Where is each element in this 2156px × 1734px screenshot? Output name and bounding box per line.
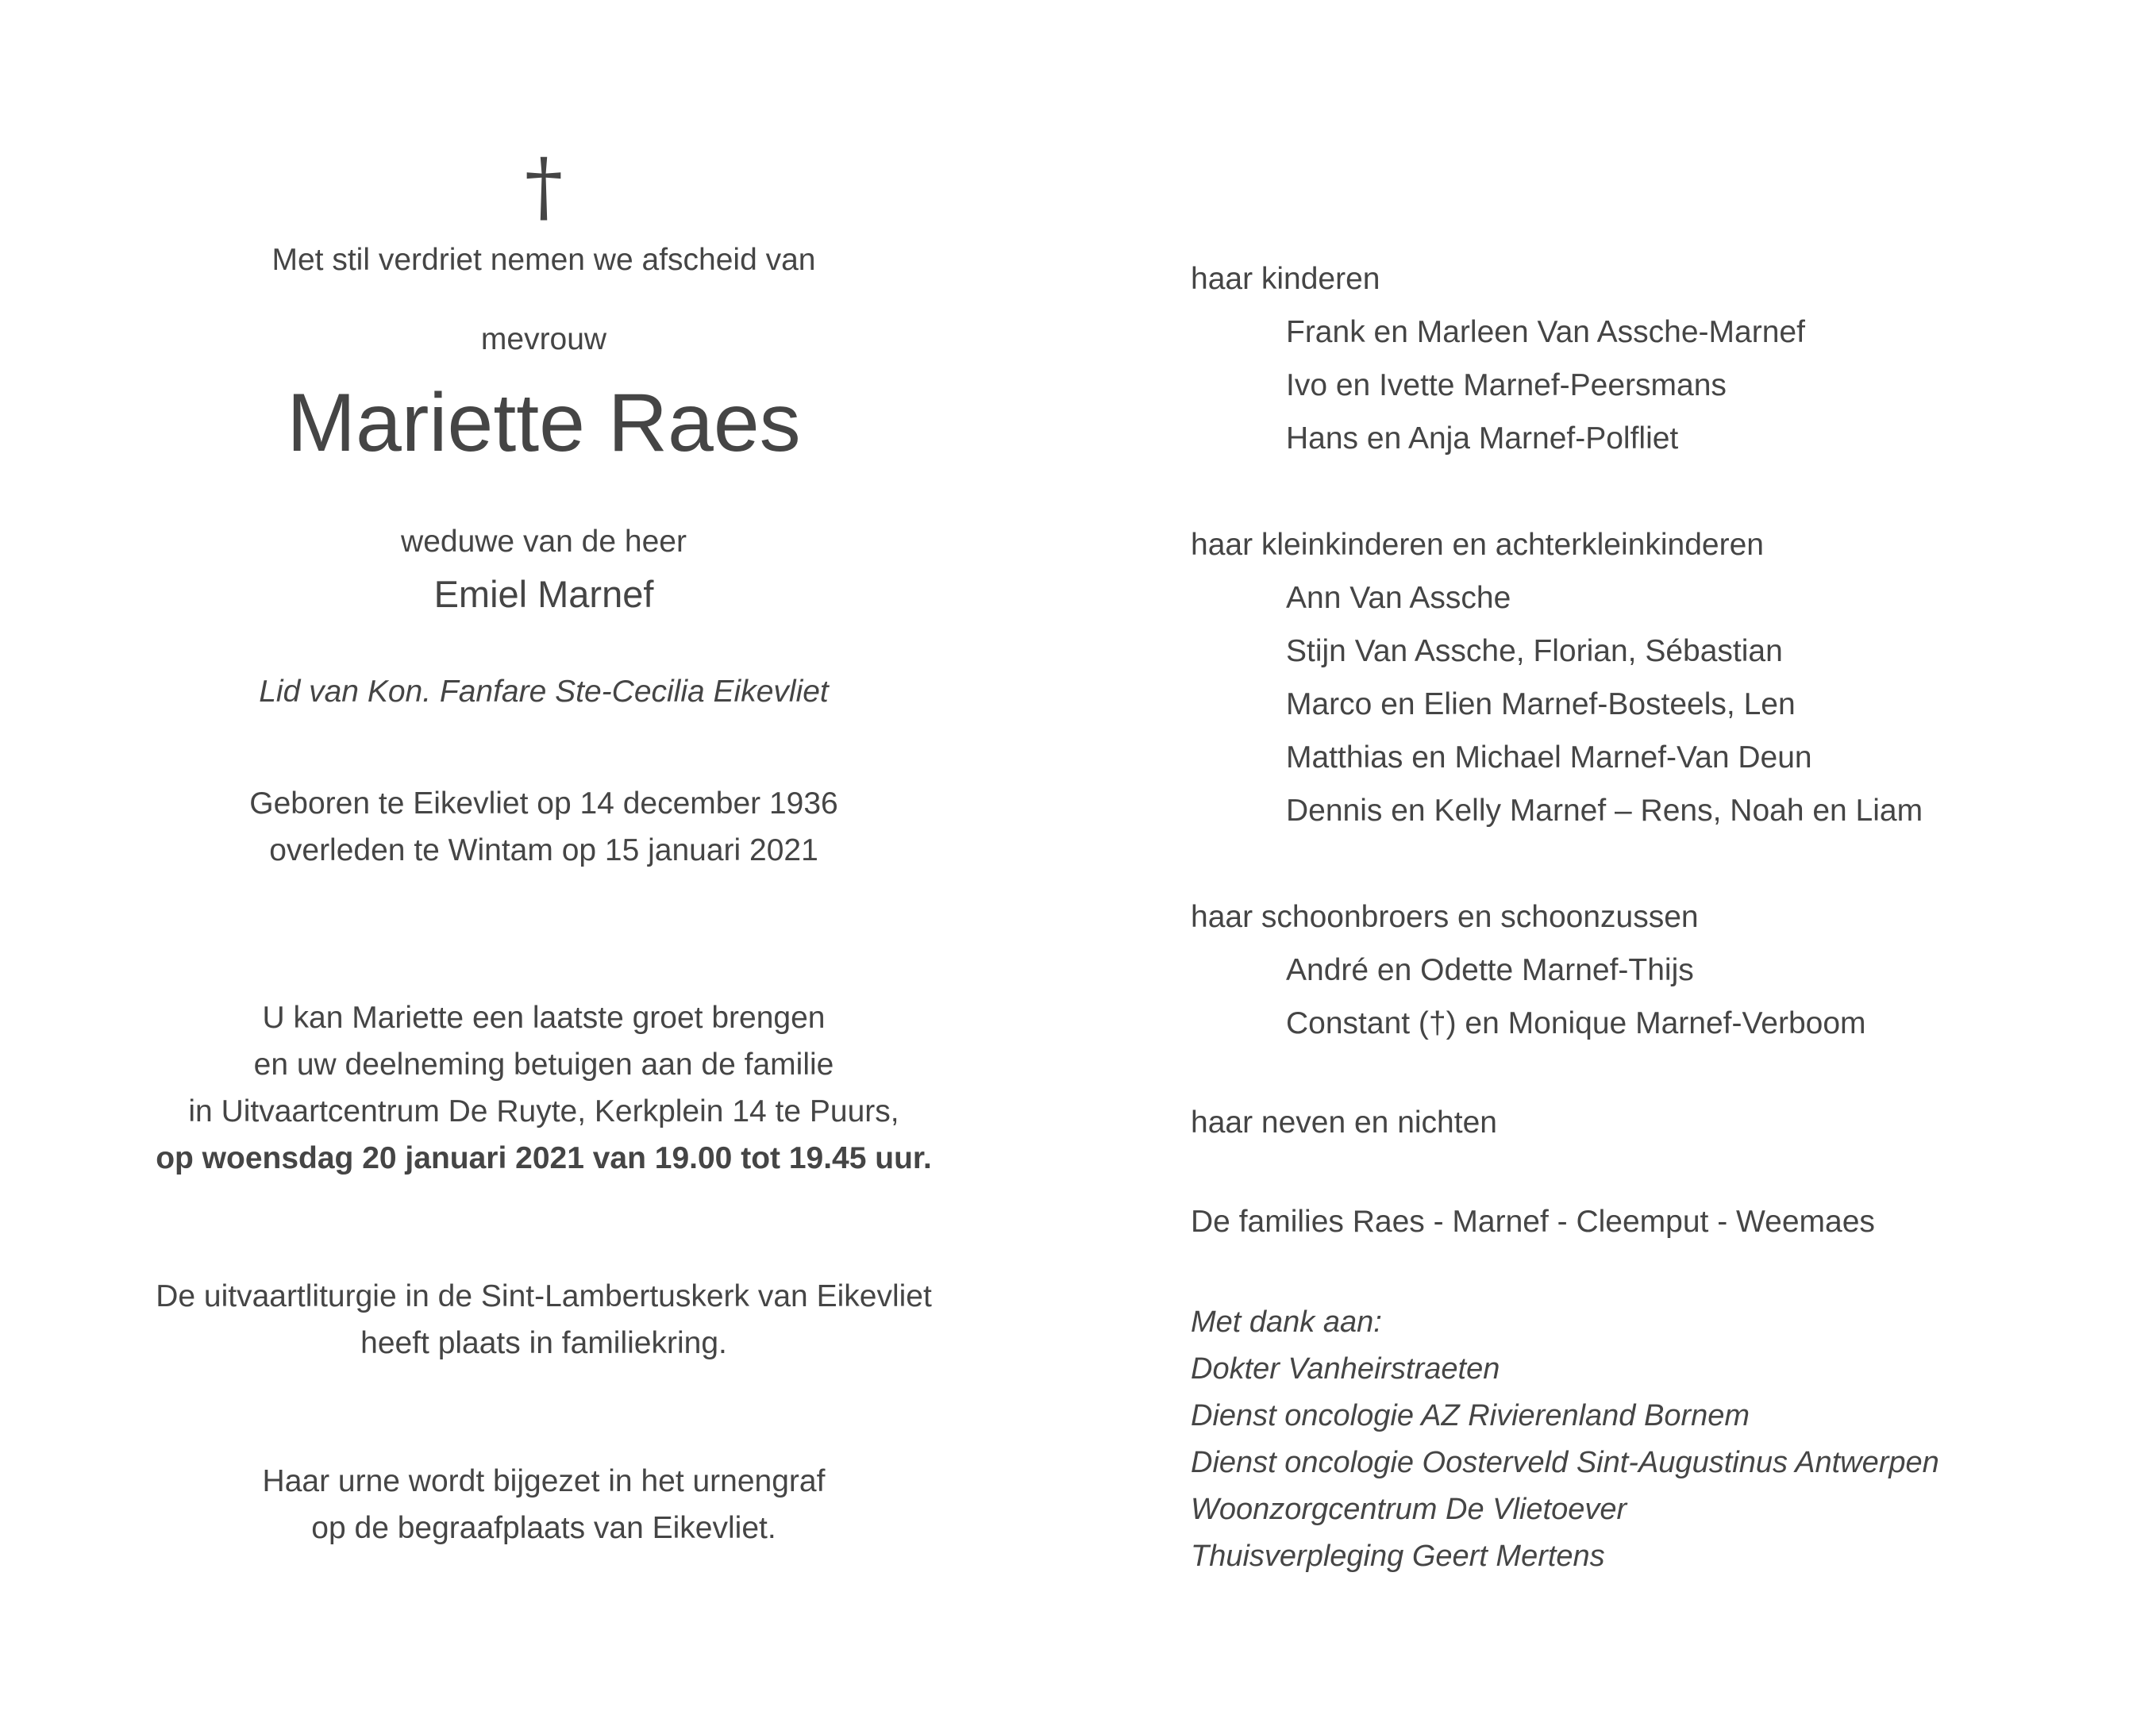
families-text: De families Raes - Marnef - Cleemput - Weemaes [1191, 1205, 1875, 1239]
widow-of-text: weduwe van de heer [401, 525, 687, 559]
thanks-heading: Met dank aan: [1191, 1305, 1382, 1339]
right-column [1191, 252, 2064, 1580]
visit-line-2: en uw deelneming betuigen aan de familie [253, 1048, 834, 1082]
inlaws-heading: haar schoonbroers en schoonzussen [1191, 900, 1699, 934]
list-item: Constant (†) en Monique Marnef-Verboom [1286, 1006, 1866, 1040]
list-item: Hans en Anja Marnef-Polfliet [1286, 421, 1679, 456]
visit-line-3: in Uitvaartcentrum De Ruyte, Kerkplein 14 te Puurs, [188, 1094, 899, 1128]
visit-date: op woensdag 20 januari 2021 van 19.00 tot 19.45 uur. [156, 1141, 932, 1175]
cross-icon: † [525, 142, 563, 231]
thanks-item: Woonzorgcentrum De Vlietoever [1191, 1493, 1627, 1526]
list-item: Matthias en Michael Marnef-Van Deun [1286, 740, 1812, 775]
thanks-item: Dienst oncologie Oosterveld Sint-Augustinus Antwerpen [1191, 1446, 1939, 1479]
list-item: Marco en Elien Marnef-Bosteels, Len [1286, 687, 1796, 721]
liturgy-line-2: heeft plaats in familiekring. [360, 1326, 727, 1360]
deceased-name: Mariette Raes [287, 377, 801, 469]
urn-line-1: Haar urne wordt bijgezet in het urnengraf [262, 1464, 826, 1498]
list-item: Ivo en Ivette Marnef-Peersmans [1286, 368, 1727, 402]
children-heading: haar kinderen [1191, 262, 1380, 296]
list-item: Stijn Van Assche, Florian, Sébastian [1286, 634, 1783, 668]
thanks-item: Dokter Vanheirstraeten [1191, 1352, 1500, 1386]
membership-text: Lid van Kon. Fanfare Ste-Cecilia Eikevliet [259, 675, 829, 709]
list-item: Frank en Marleen Van Assche-Marnef [1286, 315, 1805, 349]
left-column [151, 143, 937, 1551]
death-text: overleden te Wintam op 15 januari 2021 [269, 833, 818, 867]
list-item: André en Odette Marnef-Thijs [1286, 953, 1694, 987]
cousins-heading: haar neven en nichten [1191, 1105, 1497, 1140]
visit-line-1: U kan Mariette een laatste groet brengen [262, 1001, 826, 1035]
husband-name: Emiel Marnef [433, 573, 654, 615]
thanks-item: Thuisverpleging Geert Mertens [1191, 1540, 1605, 1573]
urn-line-2: op de begraafplaats van Eikevliet. [311, 1511, 776, 1545]
list-item: Ann Van Assche [1286, 581, 1511, 615]
list-item: Dennis en Kelly Marnef – Rens, Noah en Liam [1286, 794, 1923, 828]
intro-text: Met stil verdriet nemen we afscheid van [271, 243, 816, 277]
liturgy-line-1: De uitvaartliturgie in de Sint-Lambertuskerk van Eikevliet [156, 1279, 932, 1313]
birth-text: Geboren te Eikevliet op 14 december 1936 [249, 786, 838, 821]
thanks-item: Dienst oncologie AZ Rivierenland Bornem [1191, 1399, 1750, 1432]
grandchildren-heading: haar kleinkinderen en achterkleinkinderen [1191, 528, 1764, 562]
title-text: mevrouw [480, 322, 607, 356]
